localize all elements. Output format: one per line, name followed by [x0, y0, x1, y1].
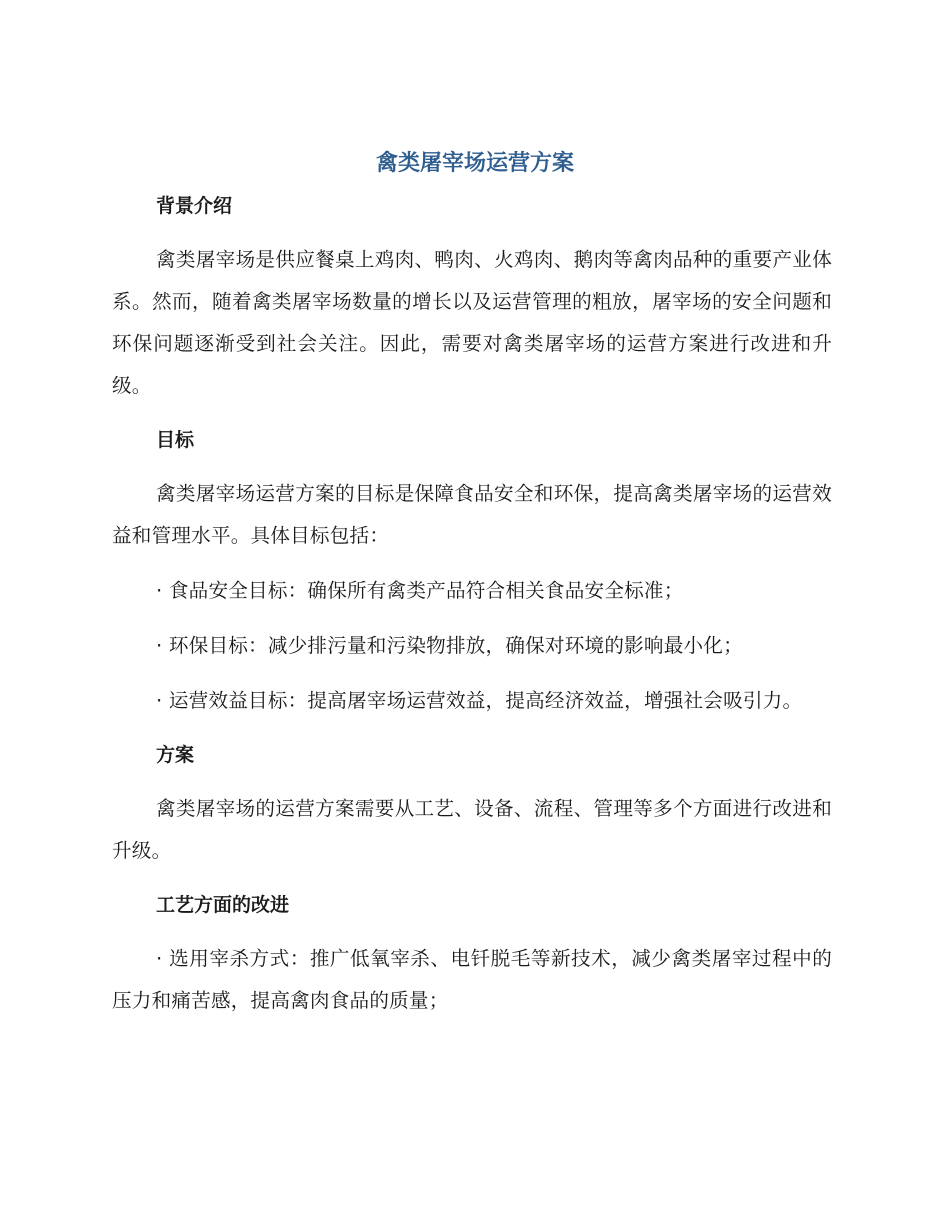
document-title: 禽类屠宰场运营方案 — [375, 151, 574, 176]
paragraph-plan: 禽类屠宰场的运营方案需要从工艺、设备、流程、管理等多个方面进行改进和升级。 — [112, 797, 832, 862]
section-heading-plan: 方案 — [156, 744, 195, 766]
paragraph-background: 禽类屠宰场是供应餐桌上鸡肉、鸭肉、火鸡肉、鹅肉等禽肉品种的重要产业体系。然而，随着禽类屠宰场数量的增长以及运营管理的粗放，屠宰场的安全问题和环保问题逐渐受到社会关注。因此，需要对禽类屠宰场的运营方案进行改进和升级。 — [112, 248, 832, 397]
list-item-environment: · 环保目标：减少排污量和污染物排放，确保对环境的影响最小化； — [156, 634, 743, 657]
list-item-slaughter-method: · 选用宰杀方式：推广低氧宰杀、电钎脱毛等新技术，减少禽类屠宰过程中的压力和痛苦感，提高禽肉食品的质量； — [112, 947, 832, 1012]
section-heading-process: 工艺方面的改进 — [156, 894, 290, 916]
document-body — [112, 186, 832, 1035]
paragraph-goals: 禽类屠宰场运营方案的目标是保障食品安全和环保，提高禽类屠宰场的运营效益和管理水平。具体目标包括： — [112, 482, 832, 547]
section-heading-background: 背景介绍 — [156, 195, 233, 217]
list-item-food-safety: · 食品安全目标：确保所有禽类产品符合相关食品安全标准； — [156, 579, 684, 602]
list-item-operations: · 运营效益目标：提高屠宰场运营效益，提高经济效益，增强社会吸引力。 — [156, 689, 803, 712]
section-heading-goals: 目标 — [156, 429, 195, 451]
